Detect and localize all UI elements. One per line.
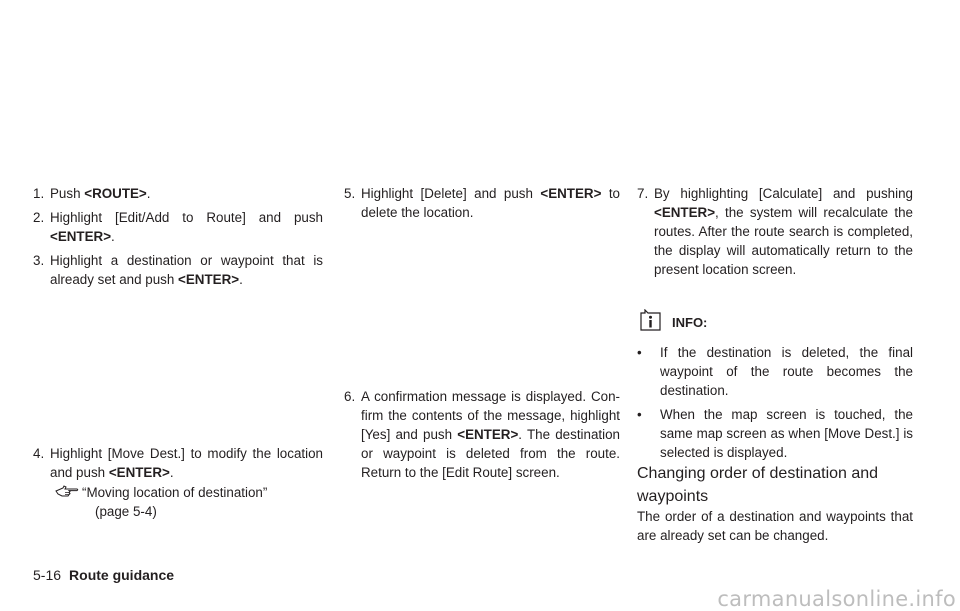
- step-number: 7.: [637, 186, 649, 201]
- key-enter: <ENTER>: [457, 427, 519, 442]
- step-number: 6.: [344, 389, 356, 404]
- info-icon: [640, 309, 661, 331]
- bullet-text: If the destination is deleted, the final waypoint of the route becomes the destination.: [660, 345, 913, 398]
- key-enter: <ENTER>: [50, 229, 112, 244]
- key-route: <ROUTE>: [84, 186, 147, 201]
- step-3: [33, 251, 323, 289]
- step-4: [33, 444, 323, 482]
- info-bullet: [637, 405, 913, 462]
- page-number: 5-16: [33, 567, 62, 583]
- key-enter: <ENTER>: [654, 205, 716, 220]
- reference-title: “Moving location of destination”: [82, 485, 268, 500]
- section-paragraph: The order of a destination and waypoints that are already set can be changed.: [637, 509, 913, 543]
- step-text: Highlight a destination or waypoint that is already set and push <ENTER>.: [50, 253, 323, 287]
- step-6: [344, 387, 620, 482]
- step-text: Highlight [Edit/Add to Route] and push <ENTER>.: [50, 210, 323, 244]
- step-7: [637, 184, 913, 279]
- step-text: Push <ROUTE>.: [50, 186, 151, 201]
- pointing-hand-icon: [55, 485, 79, 498]
- bullet-text: When the map screen is touched, the same map screen as when [Move Dest.] is selected is displayed.: [660, 407, 913, 460]
- key-enter: <ENTER>: [178, 272, 240, 287]
- info-bullet: [637, 343, 913, 400]
- step-text: By highlighting [Calculate] and pushing <ENTER>, the system will recalculate the routes. After the route search is completed, the display will automatically return to the present location screen.: [654, 186, 913, 277]
- step-number: 5.: [344, 186, 356, 201]
- step-text: Highlight [Delete] and push <ENTER> to delete the location.: [361, 186, 621, 220]
- bullet-dot: •: [637, 345, 642, 360]
- step-number: 1.: [33, 186, 45, 201]
- reference-page: (page 5-4): [95, 504, 157, 519]
- info-label: INFO:: [672, 315, 708, 330]
- page-footer: [33, 566, 174, 585]
- watermark: carmanualsonline.info: [717, 587, 956, 611]
- step-text: Highlight [Move Dest.] to modify the location and push <ENTER>.: [50, 446, 323, 480]
- step-5: [344, 184, 620, 222]
- bullet-dot: •: [637, 407, 642, 422]
- step-number: 3.: [33, 253, 45, 268]
- key-enter: <ENTER>: [108, 465, 170, 480]
- step-number: 2.: [33, 210, 45, 225]
- page-reference[interactable]: [55, 483, 267, 521]
- key-enter: <ENTER>: [540, 186, 602, 201]
- step-2: [33, 208, 323, 246]
- step-number: 4.: [33, 446, 45, 461]
- chapter-title: Route guidance: [69, 567, 175, 583]
- section-heading: Changing order of destination and waypoints: [637, 465, 879, 505]
- step-text: A confirmation message is displayed. Confirm the contents of the message, highlight [Yes] and push <ENTER>. The destination or waypoint is deleted from the route. Return to the [Edit Route] screen.: [361, 389, 620, 480]
- step-1: [33, 184, 323, 203]
